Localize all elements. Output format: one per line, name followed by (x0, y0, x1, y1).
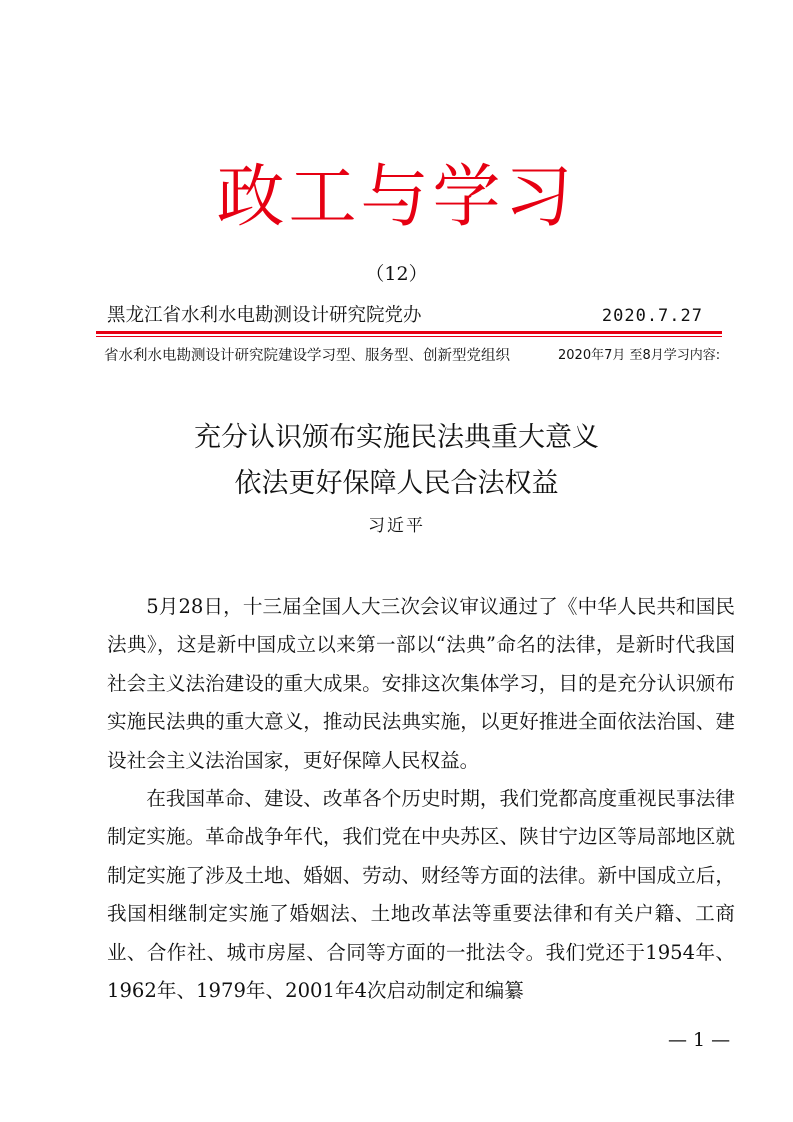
issue-number: （12） (365, 263, 428, 285)
subhead (104, 345, 722, 367)
paragraph: 在我国革命、建设、改革各个历史时期，我们党都高度重视民事法律制定实施。革命战争年代，我们党在中央苏区、陕甘宁边区等局部地区就制定实施了涉及土地、婚姻、劳动、财经等方面的法律。新中国成立后，我国相继制定实施了婚姻法、土地改革法等重要法律和有关户籍、工商业、合作社、城市房屋、合同等方面的一批法令。我们党还于1954年、1962年、1979年、2001年4次启动制定和编纂 (107, 787, 735, 1003)
red-rule-thin (96, 336, 722, 337)
article-title-line-2: 依法更好保障人民合法权益 (234, 468, 559, 499)
article-title-line-1: 充分认识颁布实施民法典重大意义 (194, 422, 599, 453)
page-number: — 1 — (668, 1029, 731, 1051)
masthead-title: 政工与学习 (216, 158, 577, 237)
article-body (107, 588, 735, 1010)
paragraph: 5月28日，十三届全国人大三次会议审议通过了《中华人民共和国民法典》，这是新中国成立以来第一部以“法典”命名的法律，是新时代我国社会主义法治建设的重大成果。安排这次集体学习，目的是充分认识颁布实施民法典的重大意义，推动民法典实施，以更好推进全面依法治国、建设社会主义法治国家，更好保障人民权益。 (107, 595, 735, 772)
org-line (107, 303, 703, 329)
org-name: 黑龙江省水利水电勘测设计研究院党办 (107, 305, 422, 326)
article-author: 习近平 (368, 516, 425, 536)
red-rule-thick (96, 331, 722, 334)
subhead-right: 2020年7月 至8月学习内容: (558, 348, 721, 363)
subhead-left: 省水利水电勘测设计研究院建设学习型、服务型、创新型党组织 (104, 348, 510, 364)
issue-date: 2020.7.27 (601, 306, 703, 326)
